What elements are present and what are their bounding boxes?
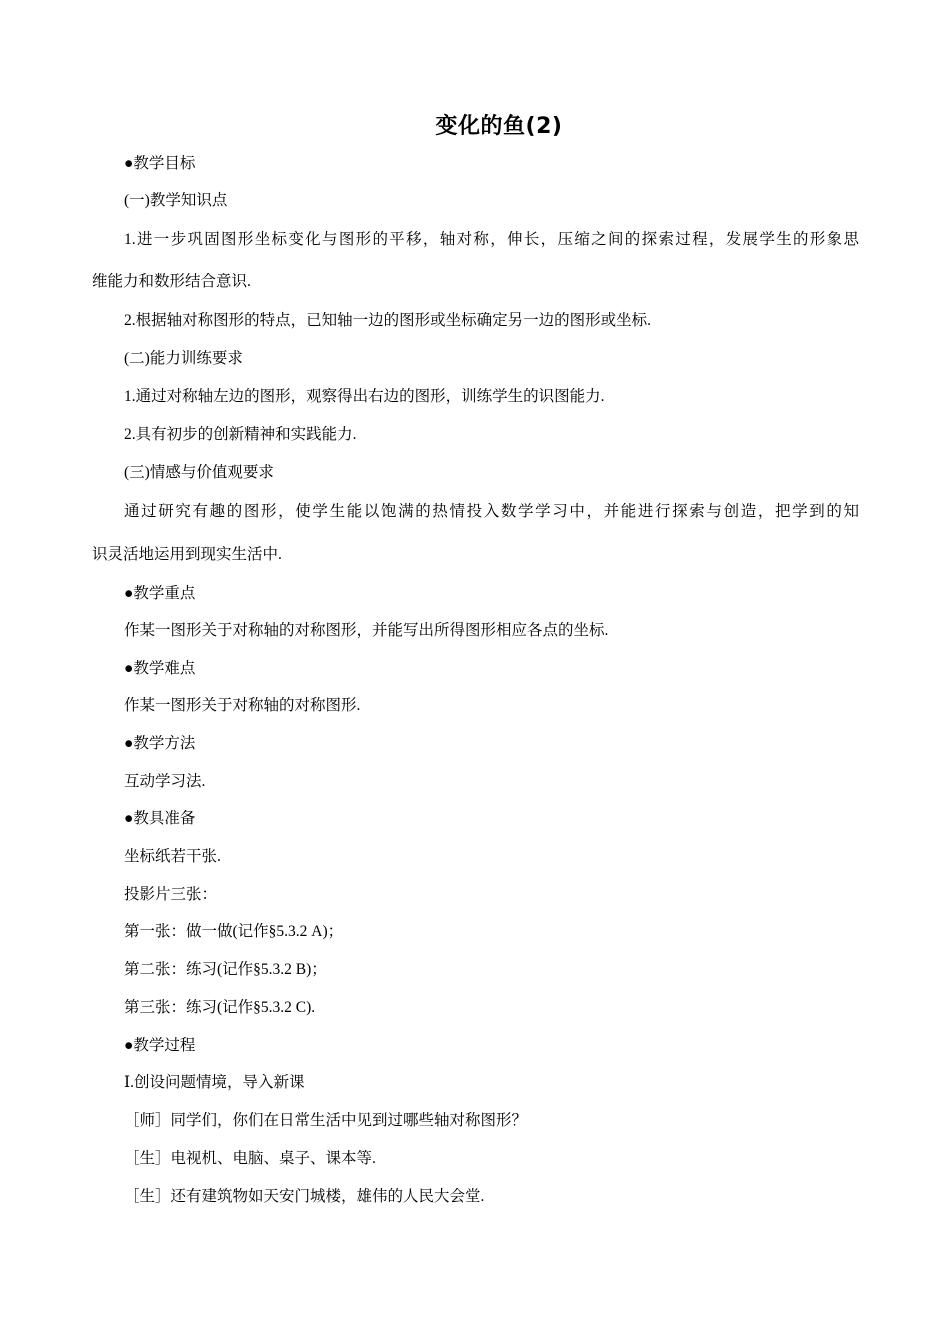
- list-item: 第一张：做一做(记作§5.3.2 A)；: [124, 923, 344, 940]
- dialogue-line: ［师］同学们，你们在日常生活中见到过哪些轴对称图形？: [124, 1112, 528, 1129]
- document-title: 变化的鱼(2): [435, 114, 563, 139]
- paragraph-line: 投影片三张：: [124, 886, 218, 903]
- paragraph-line: 1.通过对称轴左边的图形，观察得出右边的图形，训练学生的识图能力.: [124, 388, 605, 405]
- heading-methods: ●教学方法: [124, 735, 196, 752]
- section-heading: Ⅰ.创设问题情境，导入新课: [124, 1074, 305, 1091]
- dialogue-line: ［生］电视机、电脑、桌子、课本等.: [124, 1150, 376, 1167]
- paragraph-line: 通过研究有趣的图形，使学生能以饱满的热情投入数学学习中，并能进行探索与创造，把学到的知: [124, 503, 859, 520]
- heading-materials: ●教具准备: [124, 810, 196, 827]
- paragraph-line: 坐标纸若干张.: [124, 848, 221, 865]
- paragraph-line: 2.具有初步的创新精神和实践能力.: [124, 426, 357, 443]
- paragraph-line: 2.根据轴对称图形的特点，已知轴一边的图形或坐标确定另一边的图形或坐标.: [124, 312, 652, 329]
- subheading-emotion-values: (三)情感与价值观要求: [124, 464, 274, 481]
- paragraph-line: 维能力和数形结合意识.: [92, 273, 251, 290]
- list-item: 第二张：练习(记作§5.3.2 B)；: [124, 961, 327, 978]
- heading-difficulties: ●教学难点: [124, 660, 196, 677]
- heading-key-points: ●教学重点: [124, 585, 196, 602]
- paragraph-line: 作某一图形关于对称轴的对称图形.: [124, 697, 361, 714]
- subheading-knowledge-points: (一)教学知识点: [124, 192, 228, 209]
- paragraph-line: 识灵活地运用到现实生活中.: [92, 546, 282, 563]
- paragraph-line: 作某一图形关于对称轴的对称图形，并能写出所得图形相应各点的坐标.: [124, 622, 609, 639]
- heading-process: ●教学过程: [124, 1037, 196, 1054]
- dialogue-line: ［生］还有建筑物如天安门城楼，雄伟的人民大会堂.: [124, 1188, 485, 1205]
- paragraph-line: 1.进一步巩固图形坐标变化与图形的平移，轴对称，伸长，压缩之间的探索过程，发展学生的形象思: [124, 231, 859, 248]
- subheading-ability-requirements: (二)能力训练要求: [124, 350, 243, 367]
- paragraph-line: 互动学习法.: [124, 773, 206, 790]
- list-item: 第三张：练习(记作§5.3.2 C).: [124, 999, 316, 1016]
- heading-teaching-goals: ●教学目标: [124, 155, 196, 172]
